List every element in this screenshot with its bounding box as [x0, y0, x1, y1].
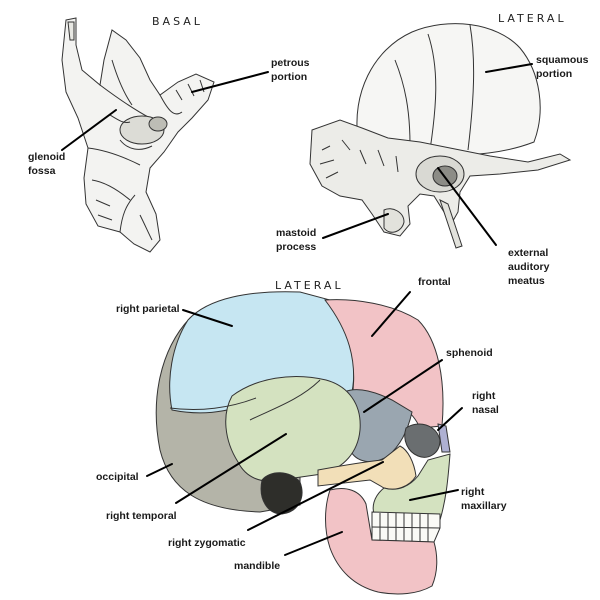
lateral-temporal-bone-drawing	[310, 24, 570, 248]
label-mastoid-process: mastoid process	[276, 227, 317, 253]
right-temporal-bone	[226, 377, 360, 482]
title-lateral-skull: LATERAL	[275, 279, 344, 292]
label-occipital: occipital	[96, 471, 139, 483]
label-mandible: mandible	[234, 560, 281, 572]
label-petrous-portion: petrous portion	[271, 57, 310, 83]
leader-mastoid	[323, 214, 388, 238]
orbit	[405, 424, 440, 457]
label-right-maxillary: right maxillary	[461, 486, 507, 512]
label-right-zygomatic: right zygomatic	[168, 537, 246, 549]
label-frontal: frontal	[418, 276, 451, 288]
label-sphenoid: sphenoid	[446, 347, 493, 359]
label-right-temporal: right temporal	[106, 510, 177, 522]
label-right-nasal: right nasal	[472, 390, 499, 416]
basal-temporal-bone-drawing	[62, 18, 214, 252]
title-basal: BASAL	[152, 15, 203, 28]
label-squamous-portion: squamous portion	[536, 54, 589, 80]
title-lateral-top: LATERAL	[498, 12, 567, 25]
mastoid-region	[261, 473, 302, 514]
label-external-auditory-meatus: external auditory meatus	[508, 247, 550, 287]
label-glenoid-fossa: glenoid fossa	[28, 151, 66, 177]
label-right-parietal: right parietal	[116, 303, 180, 315]
teeth	[372, 512, 440, 542]
